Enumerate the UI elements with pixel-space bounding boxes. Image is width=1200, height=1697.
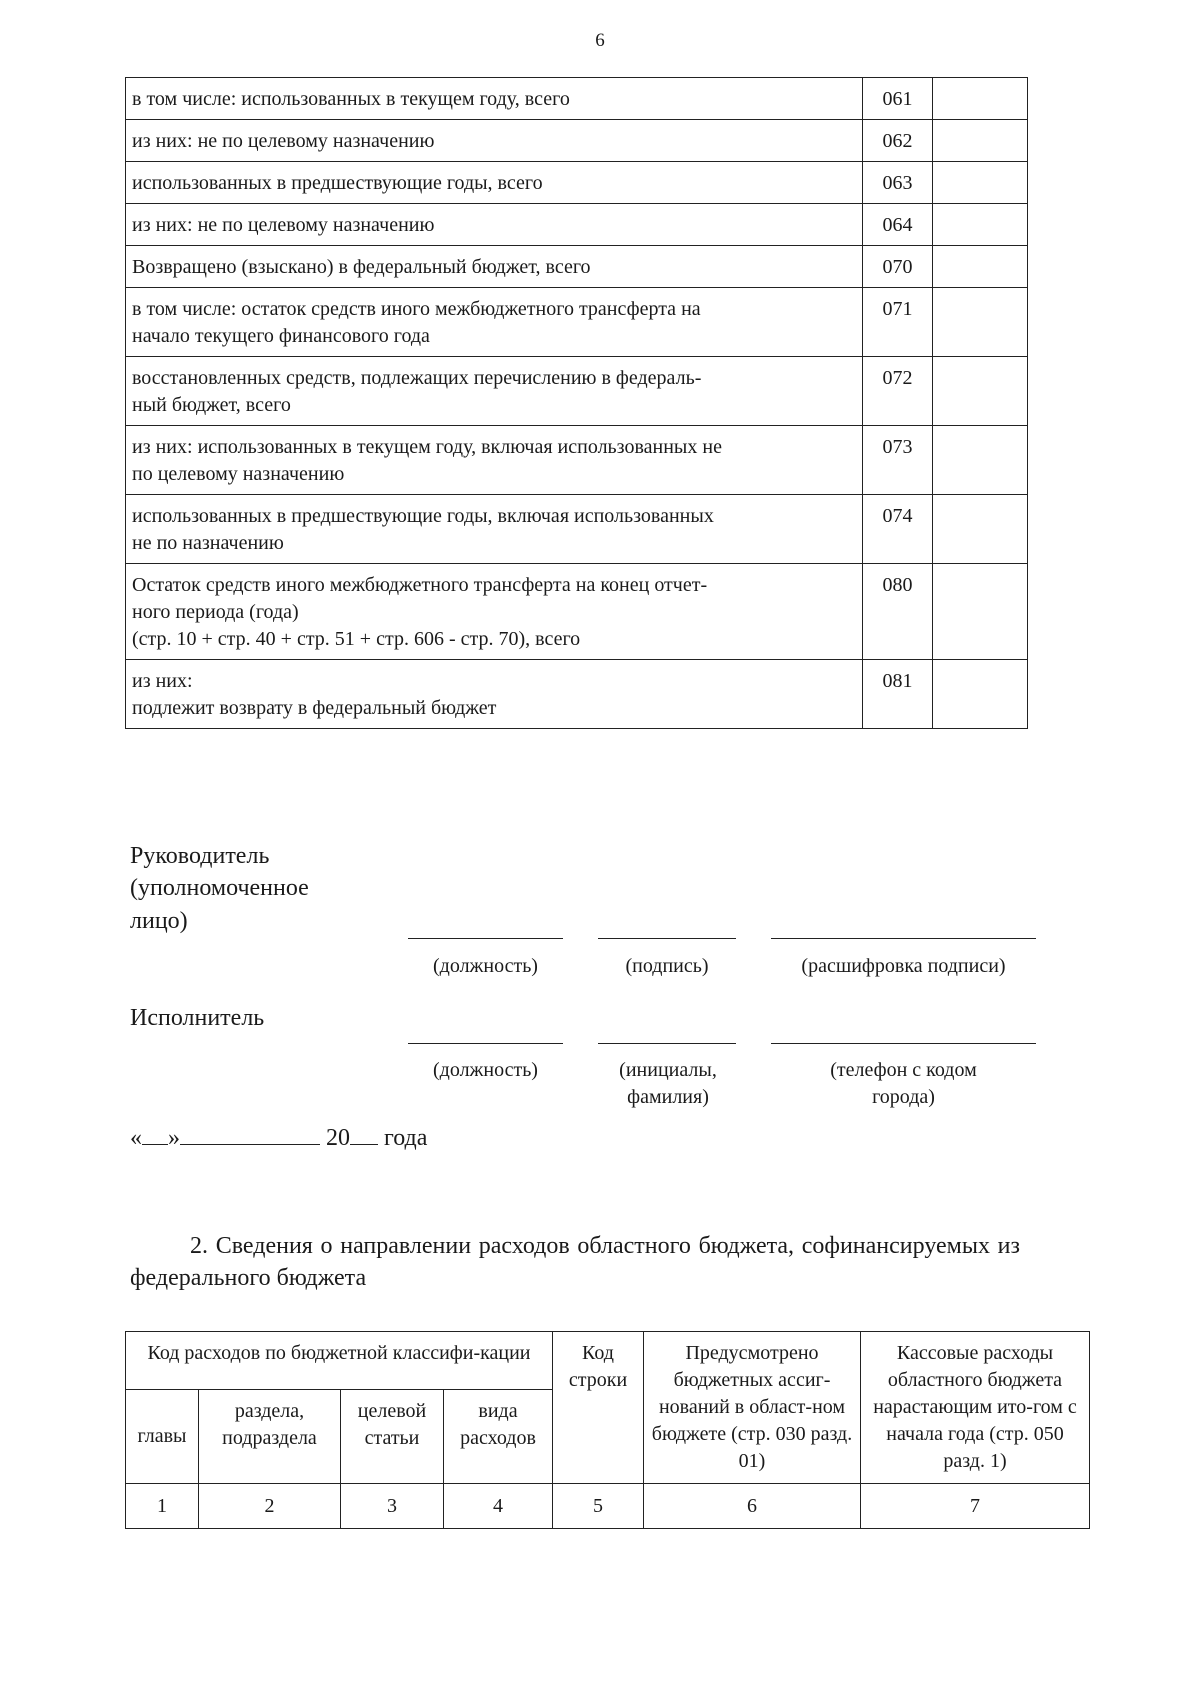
- row-description: [126, 204, 863, 246]
- row-description-line: подлежит возврату в федеральный бюджет: [132, 697, 497, 719]
- page-number: 6: [595, 30, 605, 51]
- row-value-cell[interactable]: [933, 288, 1028, 357]
- head-name-caption: (расшифровка подписи): [801, 955, 1006, 977]
- row-description: [126, 357, 863, 426]
- head-label: [130, 840, 309, 937]
- header-budget-classification: Код расходов по бюджетной классифи-кации: [126, 1332, 553, 1390]
- year-blank[interactable]: [350, 1144, 378, 1145]
- table-row: [126, 660, 1028, 729]
- close-quote: »: [168, 1125, 180, 1151]
- head-label-line: (уполномоченное: [130, 875, 309, 902]
- table-row: [126, 426, 1028, 495]
- row-value-cell[interactable]: [933, 78, 1028, 120]
- row-value-cell[interactable]: [933, 204, 1028, 246]
- executor-phone-caption: (телефон с кодом города): [830, 1059, 977, 1108]
- row-value-cell[interactable]: [933, 246, 1028, 288]
- row-code: 071: [862, 288, 932, 357]
- header-expense-type: вида расходов: [444, 1390, 553, 1484]
- row-description-line: использованных в предшествующие годы, включая использованных: [132, 505, 714, 527]
- executor-phone-line[interactable]: [771, 1043, 1036, 1044]
- section-2-heading: 2. Сведения о направлении расходов областного бюджета, софинансируемых из федерального бюджета: [130, 1233, 1020, 1292]
- row-description-line: начало текущего финансового года: [132, 325, 430, 347]
- executor-name-line[interactable]: [598, 1043, 736, 1044]
- header-target-article: целевой статьи: [341, 1390, 444, 1484]
- header-line-code: Код строки: [553, 1332, 644, 1484]
- table-row: [126, 246, 1028, 288]
- row-description-line: из них: не по целевому назначению: [132, 214, 435, 236]
- row-value-cell[interactable]: [933, 357, 1028, 426]
- row-description-line: по целевому назначению: [132, 463, 345, 485]
- year-prefix: 20: [326, 1125, 350, 1151]
- row-code: 064: [862, 204, 932, 246]
- head-signature-caption: (подпись): [625, 955, 709, 977]
- row-code: 074: [862, 495, 932, 564]
- row-code: 061: [862, 78, 932, 120]
- row-code: 081: [862, 660, 932, 729]
- table-row: [126, 78, 1028, 120]
- executor-initials-caption: (инициалы, фамилия): [619, 1059, 717, 1108]
- row-description: [126, 564, 863, 660]
- header-planned-allocations: Предусмотрено бюджетных ассиг-нований в област-ном бюджете (стр. 030 разд. 01): [644, 1332, 861, 1484]
- month-blank[interactable]: [180, 1144, 320, 1145]
- row-description: [126, 120, 863, 162]
- year-suffix: года: [384, 1125, 428, 1151]
- row-description: [126, 495, 863, 564]
- row-code: 072: [862, 357, 932, 426]
- expense-directions-table: [125, 1331, 1090, 1529]
- row-code: 063: [862, 162, 932, 204]
- open-quote: «: [130, 1125, 142, 1151]
- row-description: [126, 660, 863, 729]
- executor-label: Исполнитель: [130, 1005, 265, 1031]
- header-cash-expenses: Кассовые расходы областного бюджета нарастающим ито-гом с начала года (стр. 050 разд. 1): [861, 1332, 1090, 1484]
- row-description-line: из них: использованных в текущем году, включая использованных не: [132, 436, 722, 458]
- row-description-line: не по назначению: [132, 532, 284, 554]
- row-description: [126, 426, 863, 495]
- executor-position-line[interactable]: [408, 1043, 563, 1044]
- date-line: [130, 1125, 427, 1152]
- header-chapter: главы: [126, 1390, 199, 1484]
- row-code: 070: [862, 246, 932, 288]
- row-code: 073: [862, 426, 932, 495]
- table-row: [126, 495, 1028, 564]
- table-row: [126, 357, 1028, 426]
- row-description-line: Остаток средств иного межбюджетного трансферта на конец отчет-: [132, 574, 708, 596]
- row-description-line: из них: не по целевому назначению: [132, 130, 435, 152]
- row-value-cell[interactable]: [933, 162, 1028, 204]
- row-description-line: ного периода (года): [132, 601, 299, 623]
- table-row: [126, 288, 1028, 357]
- row-value-cell[interactable]: [933, 120, 1028, 162]
- row-code: 080: [862, 564, 932, 660]
- column-number: 1: [126, 1484, 199, 1529]
- executor-position-caption: (должность): [433, 1059, 538, 1081]
- column-number: 6: [644, 1484, 861, 1529]
- head-name-line[interactable]: [771, 938, 1036, 939]
- row-value-cell[interactable]: [933, 495, 1028, 564]
- row-description: [126, 246, 863, 288]
- row-description-line: Возвращено (взыскано) в федеральный бюджет, всего: [132, 256, 591, 278]
- transfer-report-table: [125, 77, 1028, 729]
- head-label-line: Руководитель: [130, 843, 270, 869]
- head-signature-line[interactable]: [598, 938, 736, 939]
- row-description-line: использованных в предшествующие годы, всего: [132, 172, 543, 194]
- row-value-cell[interactable]: [933, 564, 1028, 660]
- header-section: раздела, подраздела: [199, 1390, 341, 1484]
- row-value-cell[interactable]: [933, 426, 1028, 495]
- row-code: 062: [862, 120, 932, 162]
- column-number: 7: [861, 1484, 1090, 1529]
- row-description-line: восстановленных средств, подлежащих перечислению в федераль-: [132, 367, 702, 389]
- table-row: [126, 120, 1028, 162]
- column-number: 4: [444, 1484, 553, 1529]
- row-value-cell[interactable]: [933, 660, 1028, 729]
- head-position-line[interactable]: [408, 938, 563, 939]
- row-description-line: ный бюджет, всего: [132, 394, 291, 416]
- row-description: [126, 162, 863, 204]
- table-row: [126, 204, 1028, 246]
- table-row: [126, 564, 1028, 660]
- row-description-line: в том числе: остаток средств иного межбюджетного трансферта на: [132, 298, 701, 320]
- day-blank[interactable]: [142, 1144, 168, 1145]
- column-number: 3: [341, 1484, 444, 1529]
- table-row: [126, 162, 1028, 204]
- column-number: 5: [553, 1484, 644, 1529]
- row-description: [126, 288, 863, 357]
- column-number: 2: [199, 1484, 341, 1529]
- row-description-line: из них:: [132, 670, 193, 692]
- head-position-caption: (должность): [433, 955, 538, 977]
- head-label-line: лицо): [130, 907, 188, 934]
- row-description-line: в том числе: использованных в текущем году, всего: [132, 88, 570, 110]
- row-description-line: (стр. 10 + стр. 40 + стр. 51 + стр. 606 - стр. 70), всего: [132, 628, 581, 650]
- row-description: [126, 78, 863, 120]
